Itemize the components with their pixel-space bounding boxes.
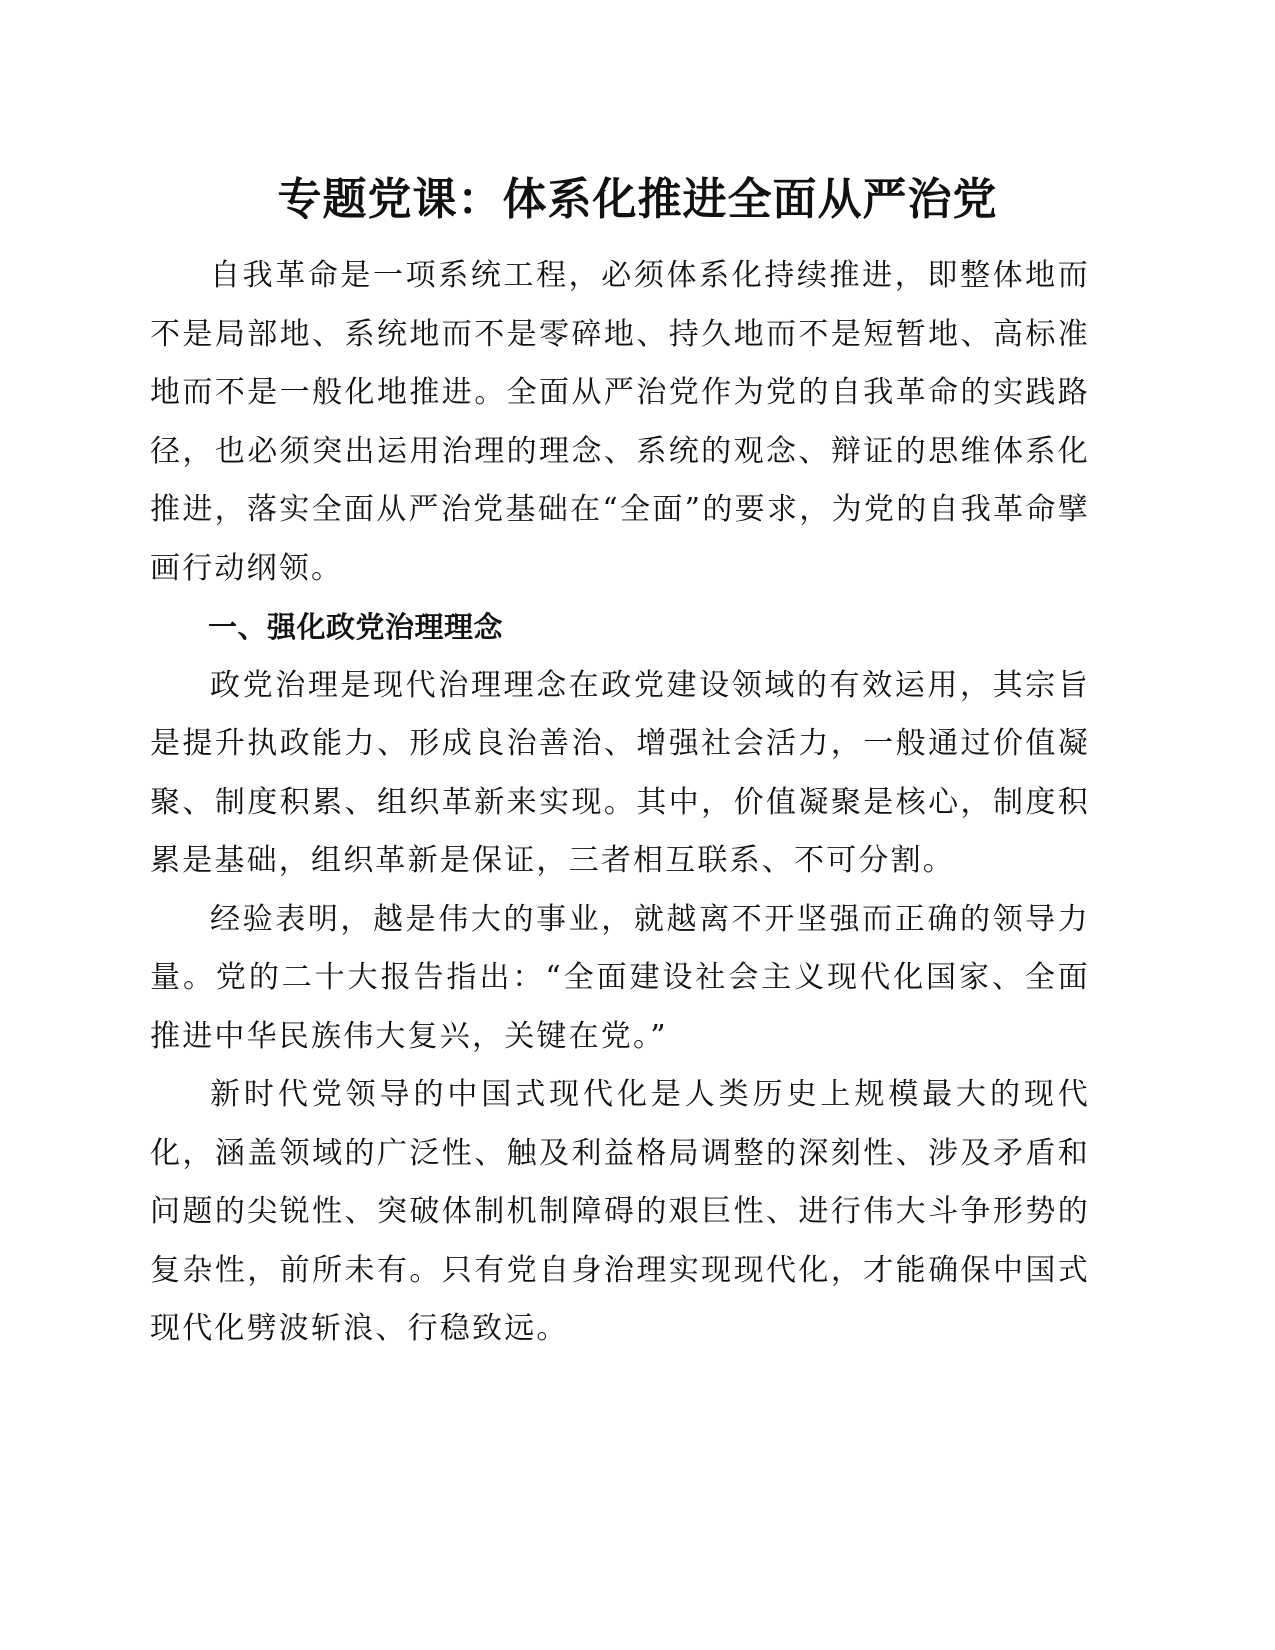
section-heading: 一、强化政党治理理念 bbox=[208, 610, 504, 644]
body-paragraph: 经验表明，越是伟大的事业，就越离不开坚强而正确的领导力量。党的二十大报告指出：“全面建设社会主义现代化国家、全面推进中华民族伟大复兴，关键在党。” bbox=[150, 901, 1090, 1054]
document-title: 专题党课：体系化推进全面从严治党 bbox=[277, 174, 998, 225]
body-paragraph: 新时代党领导的中国式现代化是人类历史上规模最大的现代化，涵盖领域的广泛性、触及利益格局调整的深刻性、涉及矛盾和问题的尖锐性、突破体制机制障碍的艰巨性、进行伟大斗争形势的复杂性，前所未有。只有党自身治理实现现代化，才能确保中国式现代化劈波斩浪、行稳致远。 bbox=[150, 1077, 1090, 1346]
body-paragraph: 政党治理是现代治理理念在政党建设领域的有效运用，其宗旨是提升执政能力、形成良治善治、增强社会活力，一般通过价值凝聚、制度积累、组织革新来实现。其中，价值凝聚是核心，制度积累是基础，组织革新是保证，三者相互联系、不可分割。 bbox=[150, 667, 1090, 878]
document-body bbox=[150, 247, 1090, 1359]
intro-paragraph: 自我革命是一项系统工程，必须体系化持续推进，即整体地而不是局部地、系统地而不是零碎地、持久地而不是短暂地、高标准地而不是一般化地推进。全面从严治党作为党的自我革命的实践路径，也必须突出运用治理的理念、系统的观念、辩证的思维体系化推进，落实全面从严治党基础在“全面”的要求，为党的自我革命擘画行动纲领。 bbox=[150, 258, 1090, 586]
